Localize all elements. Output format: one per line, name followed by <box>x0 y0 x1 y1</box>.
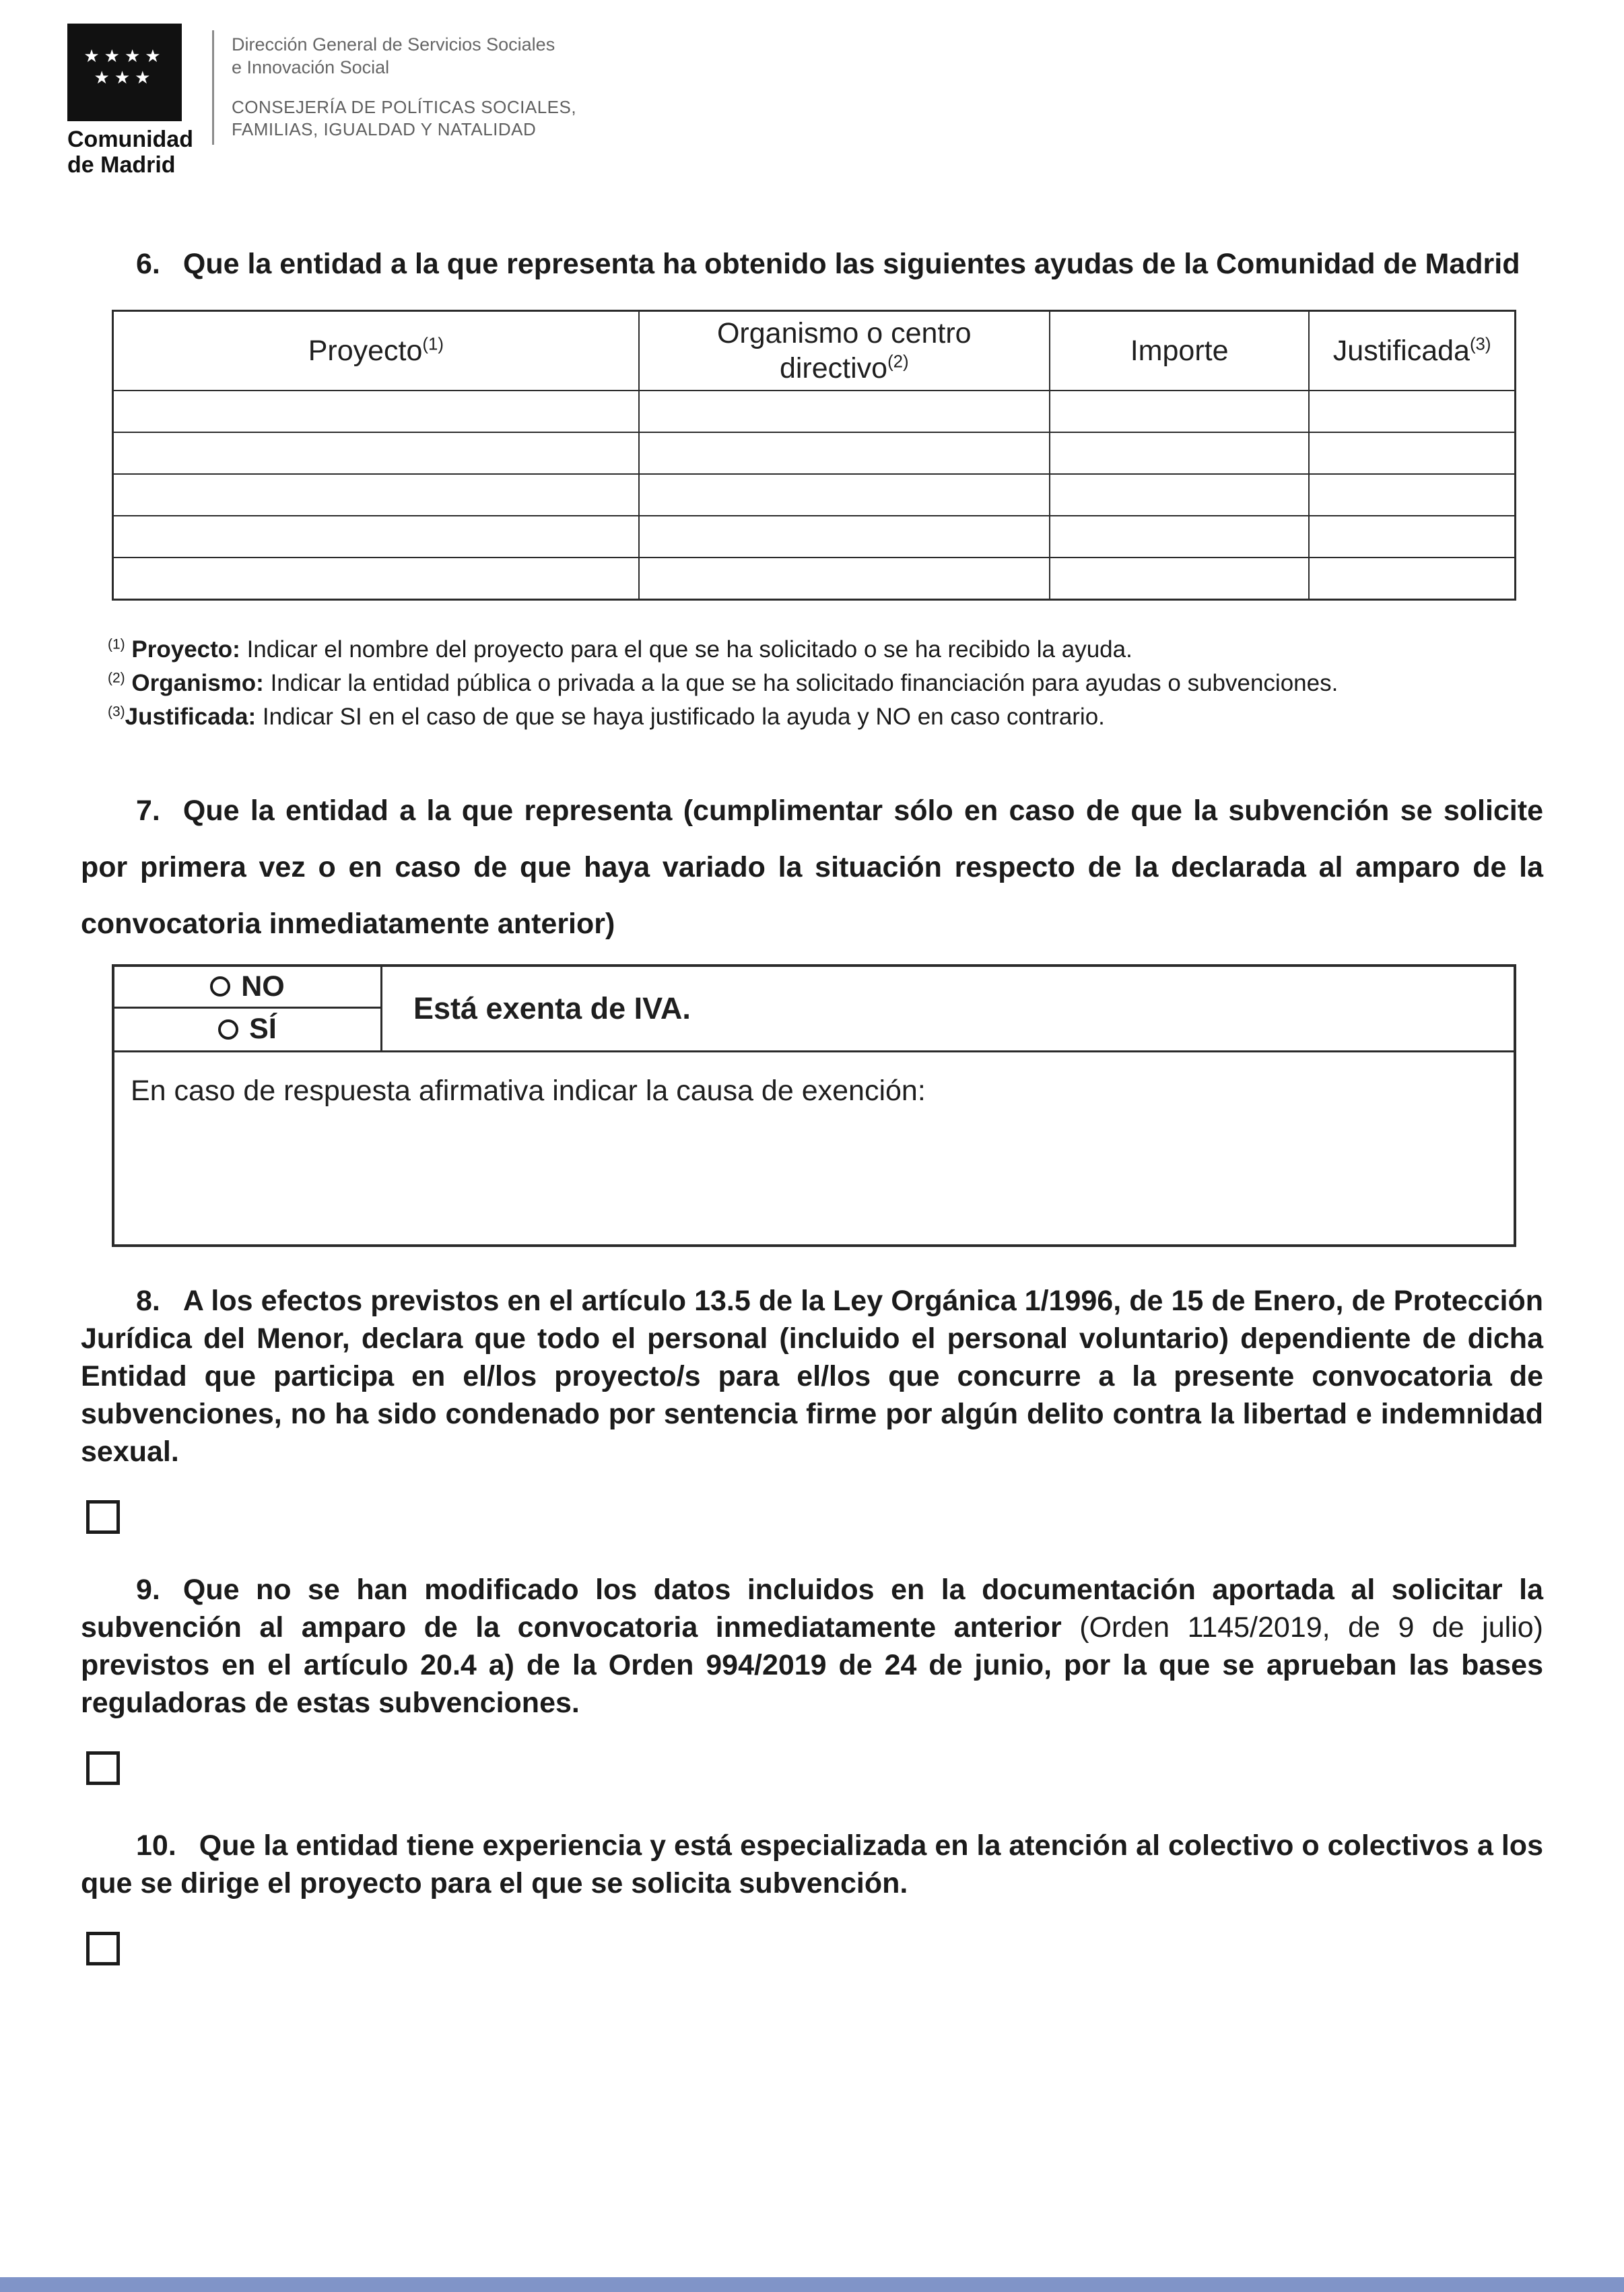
ayudas-table-empty-cell[interactable] <box>1050 516 1309 558</box>
footnote-1-marker: (1) <box>108 636 125 652</box>
ayudas-table-empty-cell[interactable] <box>639 391 1050 432</box>
footnote-justificada <box>108 700 1543 734</box>
header <box>0 0 1624 178</box>
iva-exemption-cause-area[interactable] <box>114 1052 1514 1244</box>
iva-option-no[interactable] <box>114 967 380 1009</box>
column-header-organismo <box>639 311 1050 391</box>
footnote-organismo <box>108 667 1543 700</box>
iva-option-si[interactable] <box>114 1009 380 1050</box>
stars-row-bottom: ★★★ <box>94 67 156 88</box>
logo-wordmark <box>67 127 193 178</box>
section10-checkbox[interactable] <box>86 1932 120 1965</box>
section9-checkbox[interactable] <box>86 1751 120 1785</box>
ayudas-table-empty-cell[interactable] <box>1050 432 1309 474</box>
ayudas-table-empty-cell[interactable] <box>113 432 639 474</box>
iva-option-no-label: NO <box>241 970 285 1003</box>
ayudas-table-empty-cell[interactable] <box>1309 391 1515 432</box>
stars-row-top: ★★★★ <box>83 46 166 66</box>
ayudas-table-empty-cell[interactable] <box>1050 558 1309 599</box>
iva-statement: Está exenta de IVA. <box>413 990 691 1025</box>
organismo-label: Organismo o centro directivo <box>716 317 972 384</box>
section8-checkbox[interactable] <box>86 1500 120 1534</box>
ayudas-table-empty-cell[interactable] <box>113 474 639 516</box>
ayudas-table-empty-row <box>113 391 1516 432</box>
footnote-proyecto <box>108 633 1543 667</box>
column-header-justificada <box>1309 311 1515 391</box>
section9-orden-reference: (Orden 1145/2019, de 9 de julio) <box>1079 1611 1543 1644</box>
section8-text: A los efectos previstos en el artículo 13.5 de la Ley Orgánica 1/1996, de 15 de Enero, de Protección Jurídica del Menor, declara que todo el personal (incluido el personal voluntario) dependiente de dicha Entidad que participa en el/los proyecto/s para el/los que concurre a la presente convocatoria de subvenciones, no ha sido condenado por sentencia firme por algún delito contra la libertad e indemnidad sexual. <box>81 1284 1543 1468</box>
justificada-footnote-ref: (3) <box>1469 335 1491 354</box>
section7-heading-text: Que la entidad a la que representa (cumplimentar sólo en caso de que la subvención se solicite por primera vez o en caso de que haya variado la situación respecto de la declarada al amparo de la convocatoria inmediatamente anterior) <box>81 794 1543 940</box>
logo-wordmark-line1: Comunidad <box>67 127 193 152</box>
form-content <box>0 245 1624 1965</box>
iva-exemption-prompt: En caso de respuesta afirmativa indicar la causa de exención: <box>131 1074 926 1107</box>
section9-declaration <box>81 1571 1543 1722</box>
ayudas-table-empty-cell[interactable] <box>113 516 639 558</box>
comunidad-madrid-logo <box>67 24 193 178</box>
ayudas-table-empty-row <box>113 432 1516 474</box>
section9-checkbox-row <box>81 1751 1543 1785</box>
ayudas-table-empty-row <box>113 558 1516 599</box>
consejeria-label <box>232 96 576 141</box>
section6-heading-text: Que la entidad a la que representa ha obtenido las siguientes ayudas de la Comunidad de Madrid <box>182 248 1520 280</box>
iva-options-column <box>114 967 382 1050</box>
consejeria-line1: CONSEJERÍA DE POLÍTICAS SOCIALES, <box>231 97 577 117</box>
table-footnotes <box>81 633 1543 734</box>
ayudas-table-empty-cell[interactable] <box>639 474 1050 516</box>
ayudas-table <box>112 310 1516 601</box>
header-org-block <box>232 24 576 141</box>
footnote-2-marker: (2) <box>108 669 125 685</box>
section7-number: 7. <box>136 794 160 827</box>
footnote-3-marker: (3) <box>108 703 125 719</box>
radio-no-icon[interactable] <box>210 976 230 997</box>
direccion-line2: e Innovación Social <box>231 57 390 77</box>
ayudas-table-empty-cell[interactable] <box>1050 391 1309 432</box>
consejeria-line2: FAMILIAS, IGUALDAD Y NATALIDAD <box>231 119 537 139</box>
proyecto-label: Proyecto <box>308 335 423 367</box>
ayudas-table-empty-cell[interactable] <box>1050 474 1309 516</box>
ayudas-table-empty-cell[interactable] <box>1309 474 1515 516</box>
iva-option-si-label: SÍ <box>249 1013 277 1045</box>
justificada-label: Justificada <box>1332 335 1470 367</box>
organismo-footnote-ref: (2) <box>887 352 909 372</box>
section6-heading <box>81 245 1543 283</box>
footnote-2-term: Organismo: <box>131 669 264 696</box>
ayudas-table-empty-row <box>113 516 1516 558</box>
ayudas-table-body <box>113 391 1516 599</box>
iva-options-row <box>114 967 1514 1052</box>
logo-wordmark-line2: de Madrid <box>67 152 176 178</box>
footnote-3-text: Indicar SI en el caso de que se haya justificado la ayuda y NO en caso contrario. <box>262 703 1105 730</box>
ayudas-table-empty-cell[interactable] <box>113 558 639 599</box>
section8-declaration <box>81 1282 1543 1471</box>
direccion-general-label <box>232 33 576 79</box>
header-divider <box>212 30 214 145</box>
ayudas-table-empty-row <box>113 474 1516 516</box>
section10-declaration <box>81 1827 1543 1902</box>
ayudas-table-empty-cell[interactable] <box>1309 516 1515 558</box>
footnote-1-text: Indicar el nombre del proyecto para el que se ha solicitado o se ha recibido la ayuda. <box>246 636 1132 663</box>
ayudas-table-empty-cell[interactable] <box>113 391 639 432</box>
section9-text-part3: previstos en el artículo 20.4 a) de la Orden 994/2019 de 24 de junio, por la que se aprueban las bases reguladoras de estas subvenciones. <box>81 1648 1543 1719</box>
section10-number: 10. <box>136 1829 176 1862</box>
section9-text-part1: Que no se han modificado los datos incluidos en la documentación aportada al solicitar la subvención al amparo de la convocatoria inmediatamente anterior <box>81 1573 1543 1644</box>
section10-checkbox-row <box>81 1932 1543 1965</box>
footnote-3-term: Justificada: <box>125 703 257 730</box>
ayudas-table-empty-cell[interactable] <box>639 432 1050 474</box>
direccion-line1: Dirección General de Servicios Sociales <box>231 34 555 55</box>
section9-number: 9. <box>136 1573 160 1606</box>
importe-label: Importe <box>1130 335 1229 367</box>
footer-bar <box>0 2277 1624 2292</box>
section8-number: 8. <box>136 1284 160 1317</box>
footnote-1-term: Proyecto: <box>131 636 240 663</box>
ayudas-table-empty-cell[interactable] <box>1309 432 1515 474</box>
ayudas-table-empty-cell[interactable] <box>1309 558 1515 599</box>
proyecto-footnote-ref: (1) <box>422 335 444 354</box>
column-header-proyecto <box>113 311 639 391</box>
madrid-flag-icon <box>67 24 182 121</box>
ayudas-table-empty-cell[interactable] <box>639 516 1050 558</box>
footnote-2-text: Indicar la entidad pública o privada a la que se ha solicitado financiación para ayudas o subvenciones. <box>270 669 1339 696</box>
section6-number: 6. <box>136 248 160 280</box>
ayudas-table-empty-cell[interactable] <box>639 558 1050 599</box>
radio-si-icon[interactable] <box>218 1019 238 1040</box>
section7-heading <box>81 782 1543 952</box>
ayudas-table-header-row <box>113 311 1516 391</box>
iva-table <box>112 964 1516 1247</box>
section8-checkbox-row <box>81 1500 1543 1534</box>
column-header-importe <box>1050 311 1309 391</box>
section10-text: Que la entidad tiene experiencia y está especializada en la atención al colectivo o colectivos a los que se dirige el proyecto para el que se solicita subvención. <box>81 1829 1543 1899</box>
